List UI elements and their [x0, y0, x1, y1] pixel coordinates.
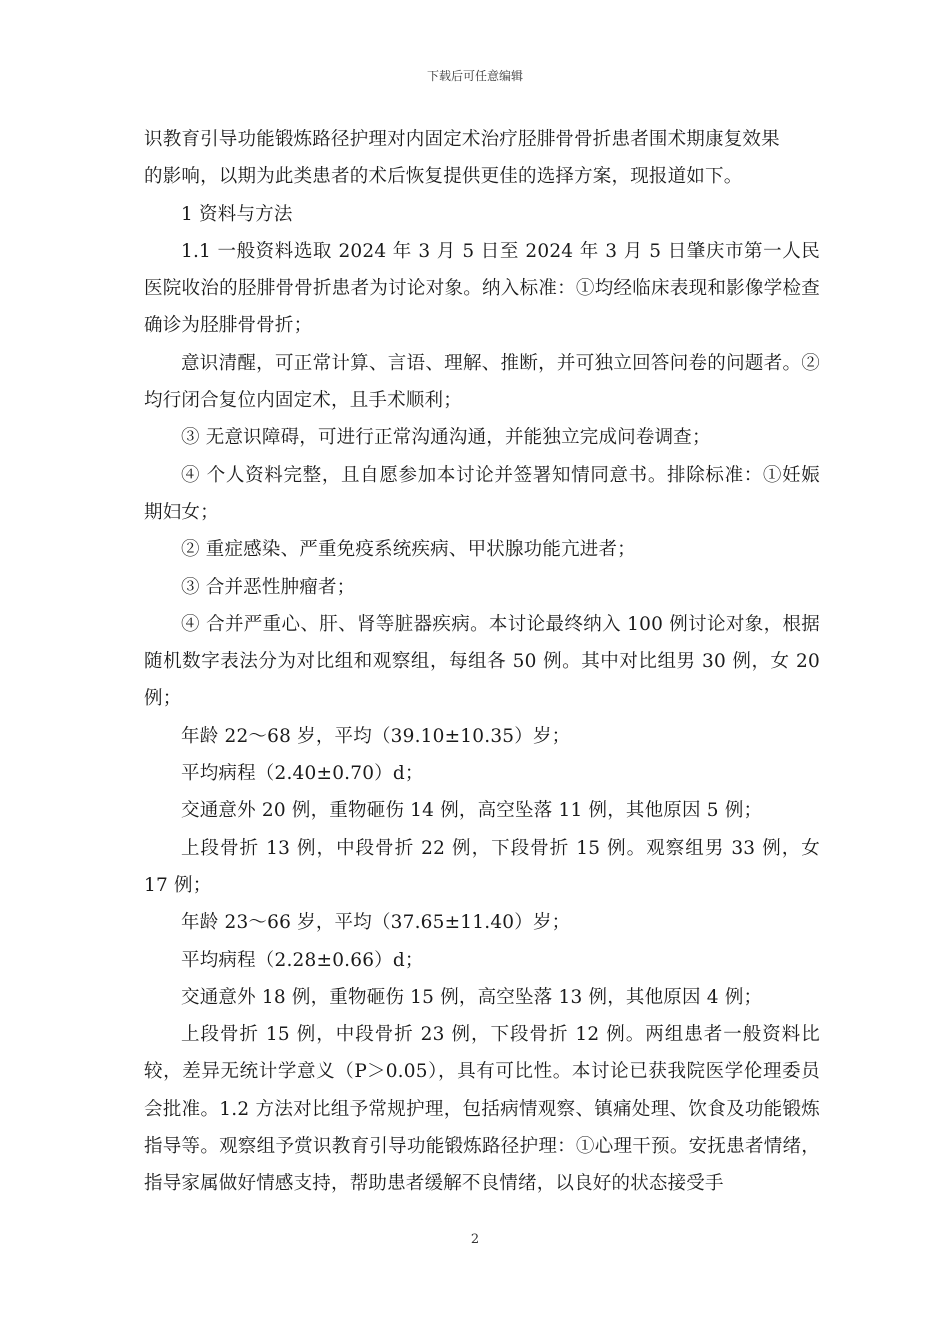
page-header: 下载后可任意编辑 [426, 69, 523, 83]
paragraph: ③ 无意识障碍，可进行正常沟通沟通，并能独立完成问卷调查； [181, 427, 711, 449]
paragraph: ④ 合并严重心、肝、肾等脏器疾病。本讨论最终纳入 100 例讨论对象，根据随机数字表法分为对比组和观察组，每组各 50 例。其中对比组男 30 例，女 20 例； [144, 613, 820, 710]
section-heading: 1 资料与方法 [181, 203, 293, 225]
paragraph: 上段骨折 15 例，中段骨折 23 例，下段骨折 12 例。两组患者一般资料比较，差异无统计学意义（P＞0.05），具有可比性。本讨论已获我院医学伦理委员会批准。1.2 方法对比组予常规护理，包括病情观察、镇痛处理、饮食及功能锻炼指导等。观察组予赏识教育引导功能锻炼路径护理：①心理干预。安抚患者情绪，指导家属做好情感支持，帮助患者缓解不良情绪，以良好的状态接受手 [144, 1024, 820, 1195]
page-number: 2 [470, 1232, 480, 1247]
paragraph: ③ 合并恶性肿瘤者； [181, 576, 356, 598]
document-body [144, 121, 820, 1203]
paragraph: 的影响，以期为此类患者的术后恢复提供更佳的选择方案，现报道如下。 [144, 166, 743, 188]
paragraph: 交通意外 18 例，重物砸伤 15 例，高空坠落 13 例，其他原因 4 例； [181, 986, 763, 1008]
paragraph: 年龄 22～68 岁，平均（39.10±10.35）岁； [181, 725, 571, 747]
paragraph: ② 重症感染、严重免疫系统疾病、甲状腺功能亢进者； [181, 539, 636, 561]
paragraph: 意识清醒，可正常计算、言语、理解、推断，并可独立回答问卷的问题者。②均行闭合复位内固定术，且手术顺利； [144, 352, 820, 412]
paragraph: 平均病程（2.28±0.66）d； [181, 949, 424, 971]
paragraph: 平均病程（2.40±0.70）d； [181, 763, 424, 785]
paragraph: 交通意外 20 例，重物砸伤 14 例，高空坠落 11 例，其他原因 5 例； [181, 800, 763, 822]
paragraph: 年龄 23～66 岁，平均（37.65±11.40）岁； [181, 912, 571, 934]
paragraph: 上段骨折 13 例，中段骨折 22 例，下段骨折 15 例。观察组男 33 例，女 17 例； [144, 837, 820, 896]
paragraph: ④ 个人资料完整，且自愿参加本讨论并签署知情同意书。排除标准：①妊娠期妇女； [144, 464, 820, 523]
paragraph: 1.1 一般资料选取 2024 年 3 月 5 日至 2024 年 3 月 5 日肇庆市第一人民医院收治的胫腓骨骨折患者为讨论对象。纳入标准：①均经临床表现和影像学检查确诊为胫腓骨骨折； [144, 240, 820, 337]
paragraph: 识教育引导功能锻炼路径护理对内固定术治疗胫腓骨骨折患者围术期康复效果 [144, 129, 780, 150]
